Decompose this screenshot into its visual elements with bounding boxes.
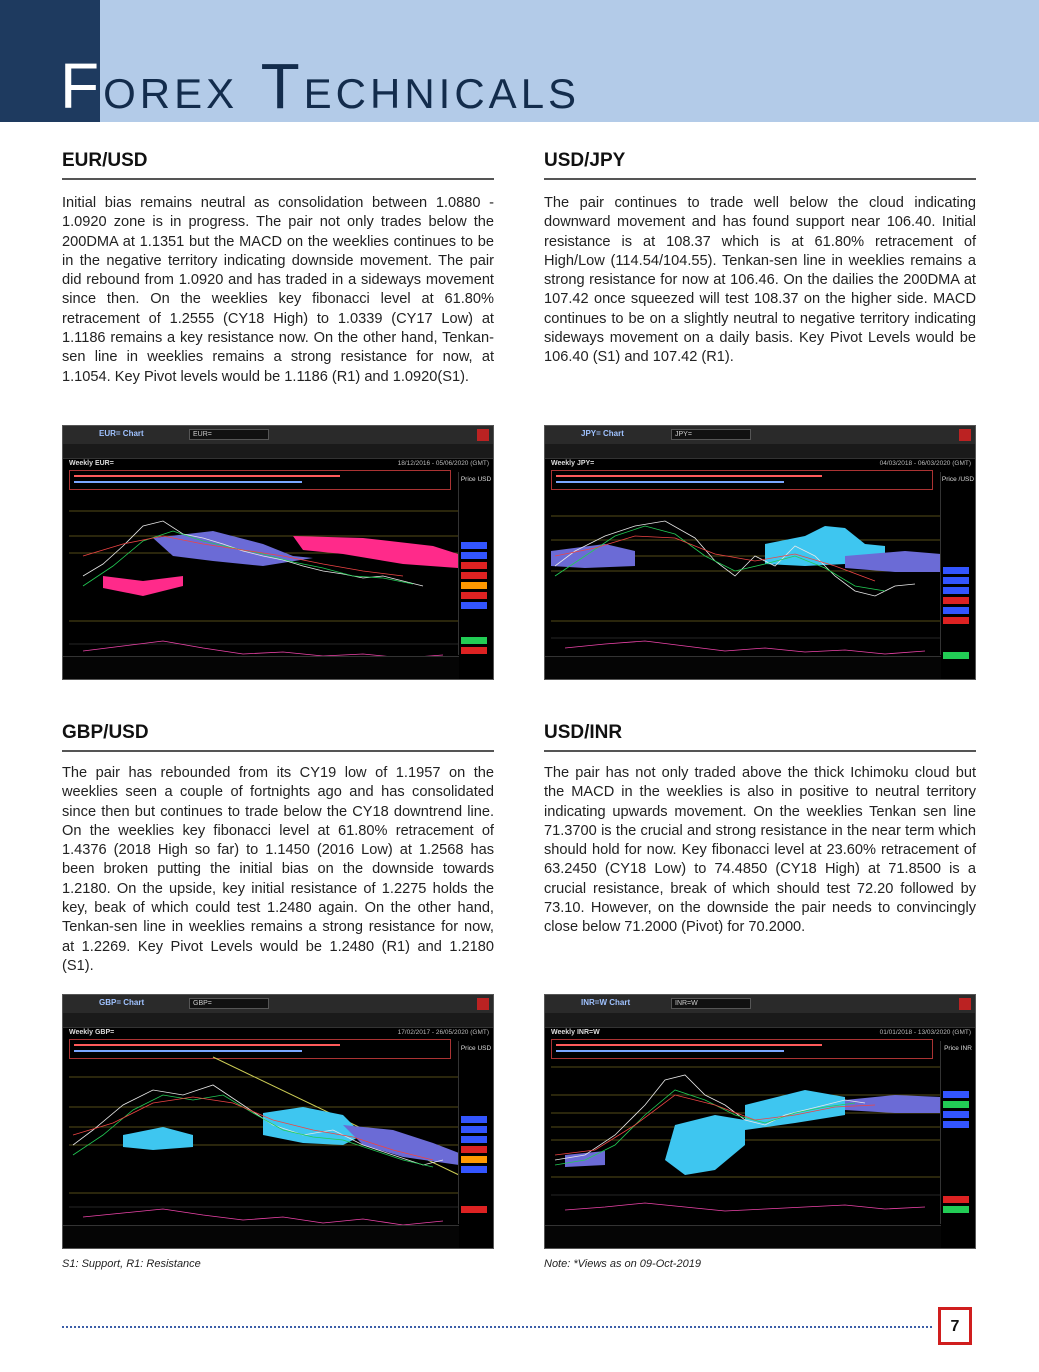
time-axis (545, 1225, 941, 1248)
chart-label: Weekly JPY= (551, 460, 595, 467)
chart-date-range: 18/12/2016 - 05/06/2020 (GMT) (397, 460, 489, 467)
note-views-date: Note: *Views as on 09-Oct-2019 (544, 1258, 701, 1270)
time-axis (545, 656, 941, 679)
title-word-forex: OREX (103, 70, 239, 117)
price-axis (458, 1041, 493, 1224)
ichimoku-cloud (665, 1115, 745, 1175)
chart-name: JPY= Chart (581, 429, 624, 438)
price-axis-title: Price /USD (941, 476, 975, 483)
title-initial-t: T (260, 50, 304, 122)
price-axis (940, 1041, 975, 1224)
chart-gbpusd[interactable] (62, 994, 494, 1249)
chart-label: Weekly EUR= (69, 460, 114, 467)
ichimoku-cloud (551, 544, 635, 568)
ichimoku-cloud (123, 1127, 193, 1150)
macd-line (83, 1209, 443, 1225)
chart-label: Weekly GBP= (69, 1029, 115, 1036)
chart-plot (63, 426, 494, 680)
section-title-usdinr: USD/INR (544, 722, 976, 752)
macd-line (565, 1203, 925, 1211)
chart-label: Weekly INR=W (551, 1029, 600, 1036)
page-number-box (938, 1307, 972, 1345)
chart-name: INR=W Chart (581, 998, 631, 1007)
chart-symbol-input[interactable]: INR=W (671, 998, 751, 1009)
chart-plot (545, 426, 976, 680)
section-title-gbpusd: GBP/USD (62, 722, 494, 752)
chart-name: GBP= Chart (99, 998, 145, 1007)
time-axis (63, 656, 459, 679)
price-line (73, 1085, 443, 1165)
time-axis (63, 1225, 459, 1248)
title-initial-f: F (60, 50, 104, 122)
price-axis (940, 472, 975, 655)
section-title-eurusd: EUR/USD (62, 150, 494, 180)
chart-plot (545, 995, 976, 1249)
chart-symbol-input[interactable]: GBP= (189, 998, 269, 1009)
price-axis (458, 472, 493, 655)
price-axis-title: Price INR (944, 1045, 972, 1052)
price-axis-title: Price USD (460, 476, 492, 483)
chart-eurusd[interactable] (62, 425, 494, 680)
section-title-usdjpy: USD/JPY (544, 150, 976, 180)
chart-usdinr[interactable] (544, 994, 976, 1249)
chart-date-range: 01/01/2018 - 13/03/2020 (GMT) (879, 1029, 971, 1036)
title-word-technicals: ECHNICALS (303, 70, 581, 117)
footer-divider (62, 1326, 932, 1328)
ichimoku-cloud (103, 576, 183, 596)
chart-symbol-input[interactable]: EUR= (189, 429, 269, 440)
chart-name: EUR= Chart (99, 429, 144, 438)
chart-date-range: 04/03/2018 - 06/03/2020 (GMT) (879, 460, 971, 467)
ichimoku-cloud (845, 1095, 941, 1113)
note-support-resistance: S1: Support, R1: Resistance (62, 1258, 201, 1270)
section-text-eurusd: Initial bias remains neutral as consolidation between 1.0880 - 1.0920 zone is in progress. The pair not only trades below the 200DMA at 1.1351 but the MACD on the weeklies continues to be in the negative territory indicating downside movement. The pair did rebound from 1.0920 and has traded in a sideways movement since then. On the weeklies key fibonacci level at 61.80% retracement of 1.2555 (CY18 High) to 1.0339 (CY17 Low) at 1.1186 remains a key resistance now. On the other hand, Tenkan-sen line in weeklies remains a strong resistance for now, at 1.1054. Key Pivot levels would be 1.1186 (R1) and 1.0920(S1). (62, 195, 494, 385)
page-number: 7 (950, 1318, 960, 1335)
chart-plot (63, 995, 494, 1249)
section-text-gbpusd: The pair has rebounded from its CY19 low of 1.1957 on the weeklies seen a couple of fortnights ago and has consolidated since then but continues to trade below the CY18 downtrend line. On the weeklies key fibonacci level at 61.80% retracement of 1.4376 (2018 High so far) to 1.1450 (2016 Low) at 1.2568 has been broken putting the initial bias on the downside towards 1.2180. On the upside, key initial resistance of 1.2275 holds the key, beak of which could test 1.2480 again. On the other hand, Tenkan-sen line in weeklies remains a strong resistance for now, at 1.2269. Key Pivot Levels would be 1.2480 (R1) and 1.2180 (S1). (62, 765, 494, 974)
macd-line (565, 641, 925, 654)
chart-symbol-input[interactable]: JPY= (671, 429, 751, 440)
section-text-usdinr: The pair has not only traded above the thick Ichimoku cloud but the MACD in the weeklies is also in positive to neutral territory indicating upwards movement. On the weeklies Tenkan sen line 71.3700 is the crucial and strong resistance in the near term which should hold for now. Key fibonacci level at 23.60% retracement of 63.2450 (CY18 Low) to 74.4850 (CY18 High) at 71.8500 is a crucial resistance, break of which should test 72.20 followed by 73.10. However, on the downside the pair needs to convincingly close below 71.2000 (Pivot) for 70.2000. (544, 765, 976, 936)
price-axis-title: Price USD (460, 1045, 492, 1052)
page-title (60, 50, 581, 124)
section-text-usdjpy: The pair continues to trade well below the cloud indicating downward movement and has found support near 106.40. Initial resistance is at 108.37 which is at 61.80% retracement of High/Low (114.54/104.55). Tenkan-sen line in weeklies remains a strong resistance for now at 106.46. On the dailies the 200DMA at 107.42 once squeezed will test 108.37 on the higher side. MACD continues to be on a slightly neutral to negative territory indicating sideways movement on a daily basis. Key Pivot Levels would be 106.40 (S1) and 107.42 (R1). (544, 195, 976, 366)
chart-usdjpy[interactable] (544, 425, 976, 680)
chart-date-range: 17/02/2017 - 26/05/2020 (GMT) (397, 1029, 489, 1036)
